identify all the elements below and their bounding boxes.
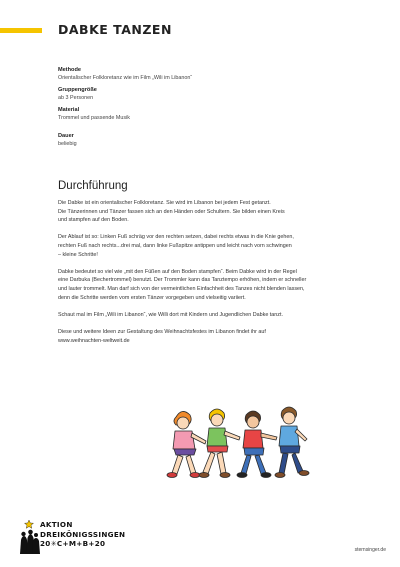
meta-info (58, 66, 358, 152)
dancer-1 (167, 411, 206, 477)
meta-dauer (58, 132, 358, 148)
meta-value: beliebig (58, 141, 77, 147)
aktion-dreikoenigssingen-logo (18, 520, 138, 556)
meta-methode (58, 66, 358, 82)
meta-label: Methode (58, 67, 81, 73)
meta-material (58, 106, 358, 122)
logo-line: AKTION (40, 520, 73, 529)
page-title: DABKE TANZEN (58, 22, 172, 37)
meta-label: Dauer (58, 133, 74, 139)
sternsinger-figures-icon (18, 520, 40, 554)
body-text (58, 199, 388, 354)
title-accent-bar (0, 28, 42, 33)
dancing-children-illustration (166, 401, 318, 485)
paragraph: Diese und weitere Ideen zur Gestaltung des Weihnachtsfestes im Libanon findet ihr auf www.weihnachten-weltweit.de (58, 328, 266, 344)
paragraph: Dabke bedeutet so viel wie „mit den Füßen auf den Boden stampfen“. Beim Dabke wird in der Regel eine Darbuka (Bechertrommel) benutzt. Der Trommler kann das Tanztempo erhöhen, indem er schneller und lauter trommelt. Man darf sich von der vermeintlichen Einfachheit des Tanzes nicht blenden lassen, denn die Schritte werden vom ersten Tänzer vorgegeben und vielseitig variiert. (58, 268, 307, 301)
meta-value: Trommel und passende Musik (58, 115, 131, 121)
paragraph: Schaut mal im Film „Wili im Libanon“, wie Willi dort mit Kindern und Jugendlichen Dabke tanzt. (58, 311, 283, 318)
meta-value: Orientalischer Folkloretanz wie im Film „Wili im Libanon“ (58, 75, 193, 81)
meta-value: ab 3 Personen (58, 95, 94, 101)
paragraph: Der Ablauf ist so: Linken Fuß schräg vor den rechten setzen, dabei rechts etwas in die Knie gehen, rechten Fuß nach rechts...drei mal, dann linke Fußspitze antippen und leicht nach vorn schwingen – kleine Schritte! (58, 234, 294, 258)
logo-line: 20✳C+M+B+20 (40, 539, 106, 548)
paragraph: Die Dabke ist ein orientalischer Folkloretanz. Sie wird im Libanon bei jedem Fest getanzt. Die Tänzerinnen und Tänzer fassen sich an den Händen oder Schultern. Sie bilden einen Kreis und stampfen auf den Boden. (58, 200, 285, 224)
dancer-4 (275, 407, 309, 478)
dancer-3 (237, 411, 277, 478)
meta-label: Material (58, 107, 80, 113)
meta-label: Gruppengröße (58, 87, 97, 93)
logo-text (40, 520, 125, 549)
logo-line: DREIKÖNIGSSINGEN (40, 529, 126, 539)
section-heading: Durchführung (58, 180, 128, 192)
footer-website: sternsinger.de (354, 547, 386, 553)
meta-gruppengroesse (58, 86, 358, 102)
